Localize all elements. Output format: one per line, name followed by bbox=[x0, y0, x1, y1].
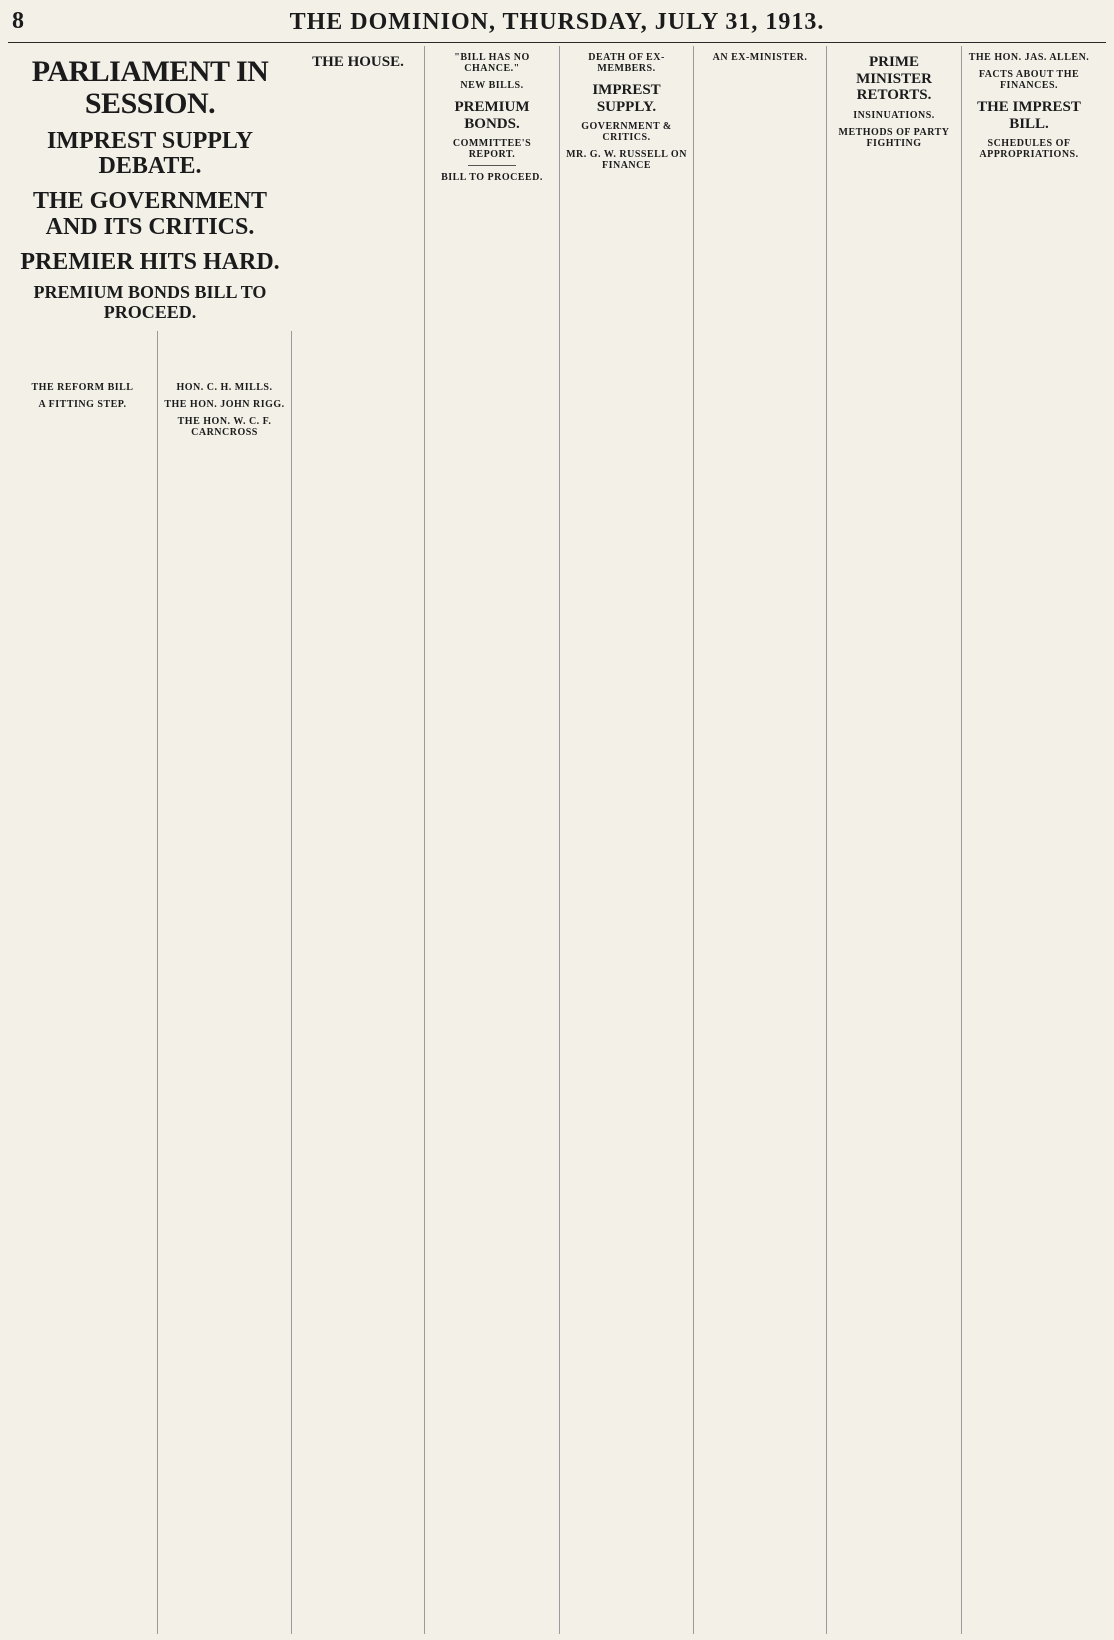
subhead-party-fighting: METHODS OF PARTY FIGHTING bbox=[838, 126, 950, 149]
column-4 bbox=[425, 46, 560, 1634]
subhead-reform-bill: THE REFORM BILL bbox=[31, 382, 134, 393]
column-5 bbox=[560, 46, 694, 1634]
column-7 bbox=[827, 46, 962, 1634]
subhead-imprest-bill: THE IMPREST BILL. bbox=[977, 99, 1081, 132]
subhead-russell-finance: MR. G. W. RUSSELL ON FINANCE bbox=[566, 149, 687, 171]
subhead-premium-bonds: PREMIUM BONDS. bbox=[454, 99, 530, 132]
headline-parliament: PARLIAMENT IN SESSION. bbox=[31, 55, 269, 120]
subhead-the-house: THE HOUSE. bbox=[312, 54, 404, 70]
headline-premier-hits-hard: PREMIER HITS HARD. bbox=[20, 248, 280, 275]
newspaper-title: THE DOMINION, THURSDAY, JULY 31, 1913. bbox=[289, 9, 825, 35]
subhead-imprest-supply: IMPREST SUPPLY. bbox=[592, 82, 661, 115]
headline-imprest-supply: IMPREST SUPPLY DEBATE. bbox=[46, 128, 254, 180]
page-number: 8 bbox=[12, 8, 24, 34]
subhead-committees-report: COMMITTEE'S REPORT. bbox=[452, 138, 532, 160]
lead-headline-block bbox=[8, 46, 292, 331]
headline-premium-bonds: PREMIUM BONDS BILL TO PROCEED. bbox=[33, 281, 267, 322]
subhead-new-bills: NEW BILLS. bbox=[460, 80, 524, 91]
subhead-bill-no-chance: "BILL HAS NO CHANCE." bbox=[454, 52, 530, 74]
masthead bbox=[8, 6, 1106, 43]
subhead-government-critics: GOVERNMENT & CRITICS. bbox=[581, 121, 672, 143]
column-3 bbox=[292, 46, 425, 1634]
subhead-facts-finances: FACTS ABOUT THE FINANCES. bbox=[978, 69, 1080, 91]
headline-government-critics: THE GOVERNMENT AND ITS CRITICS. bbox=[32, 188, 268, 240]
subhead-ex-minister: AN EX-MINISTER. bbox=[712, 52, 808, 63]
divider bbox=[468, 165, 517, 166]
subhead-john-rigg: THE HON. JOHN RIGG. bbox=[164, 399, 285, 410]
subhead-pm-retorts: PRIME MINISTER RETORTS. bbox=[856, 54, 932, 103]
subhead-death-ex-members: DEATH OF EX-MEMBERS. bbox=[588, 52, 665, 74]
subhead-mills: HON. C. H. MILLS. bbox=[176, 382, 273, 393]
subhead-bill-to-proceed: BILL TO PROCEED. bbox=[441, 172, 543, 183]
subhead-insinuations: INSINUATIONS. bbox=[853, 109, 935, 121]
subhead-schedules: SCHEDULES OF APPROPRIATIONS. bbox=[979, 138, 1079, 160]
subhead-fitting-step: A FITTING STEP. bbox=[38, 399, 127, 410]
subhead-carncross: THE HON. W. C. F. CARNCROSS bbox=[177, 416, 272, 438]
subhead-jas-allen: THE HON. JAS. ALLEN. bbox=[968, 52, 1090, 63]
column-6 bbox=[694, 46, 827, 1634]
article-columns bbox=[8, 46, 1106, 1634]
column-8 bbox=[962, 46, 1096, 1634]
